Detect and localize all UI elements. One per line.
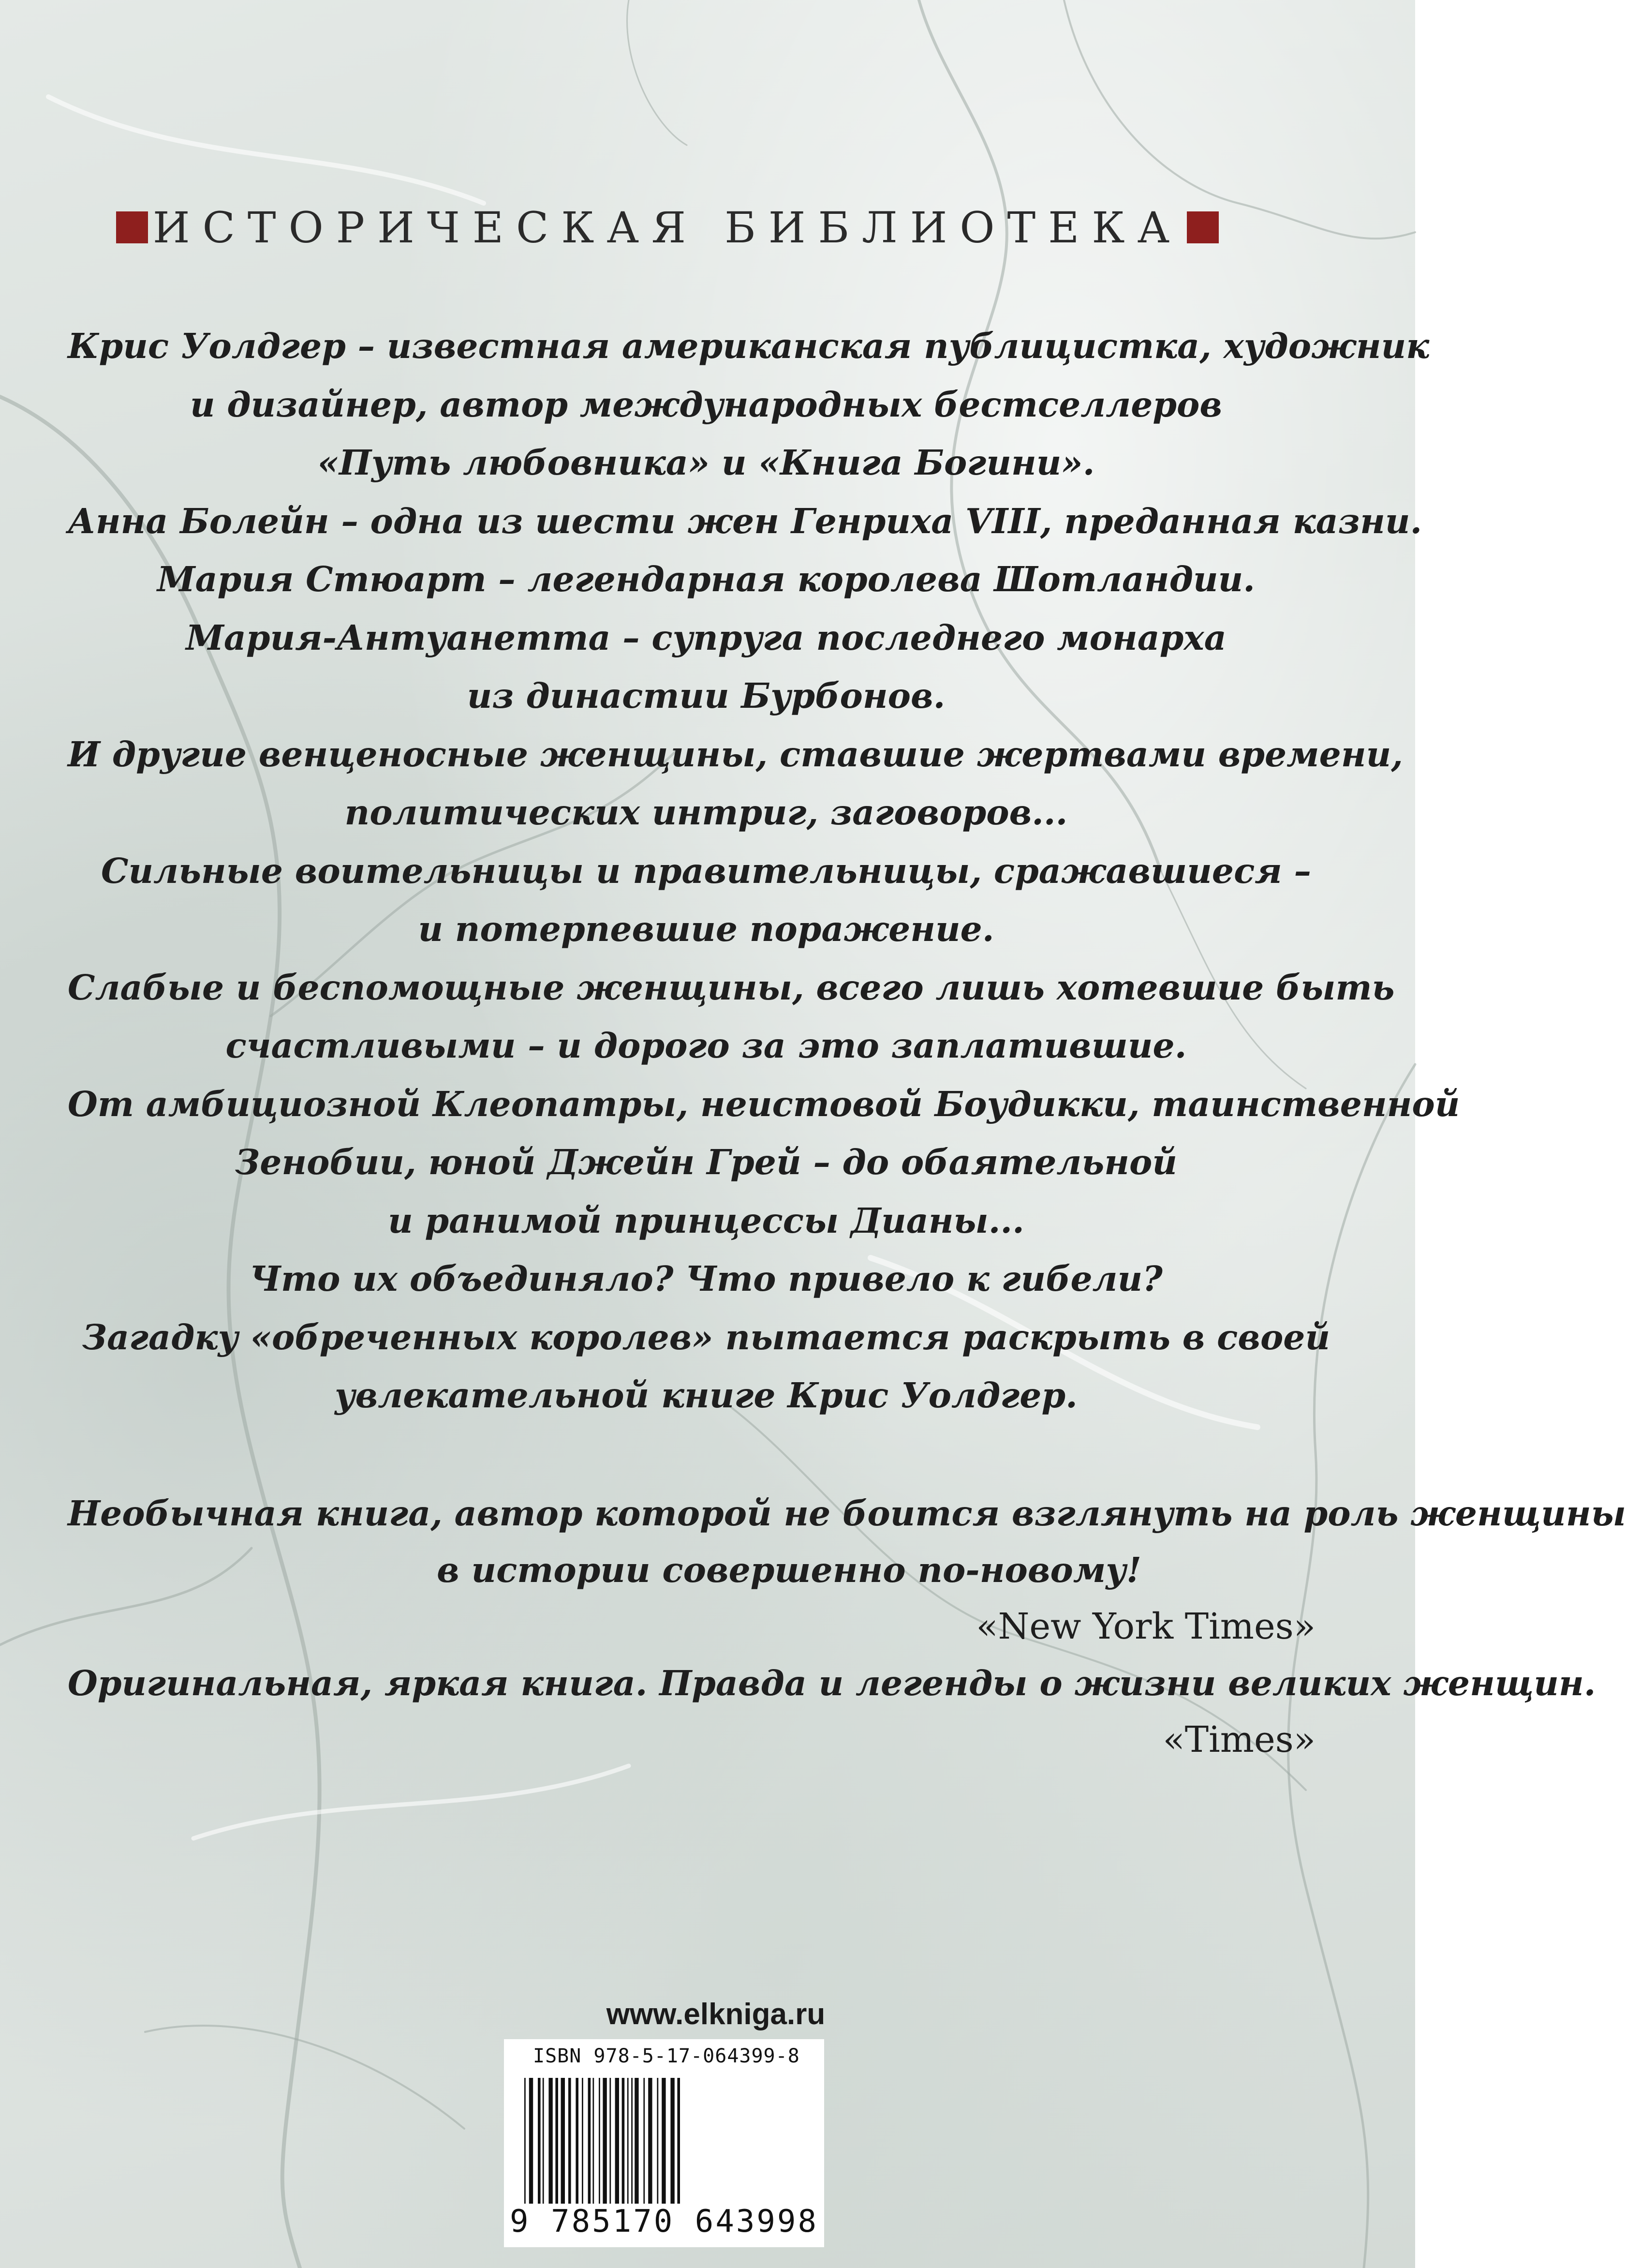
blurb-line: Загадку «обреченных королев» пытается раскрыть в своей bbox=[82, 1316, 1330, 1358]
blurb-line: Мария-Антуанетта – супруга последнего монарха bbox=[186, 617, 1227, 658]
barcode-block bbox=[504, 2039, 824, 2247]
barcode-bar bbox=[555, 2078, 558, 2204]
review-text: Необычная книга, автор которой не боится взглянуть на роль женщины bbox=[68, 1493, 1626, 1534]
blurb-line: и дизайнер, автор международных бестселлеров bbox=[190, 384, 1223, 425]
annotation-text bbox=[68, 317, 1460, 1425]
blurb-line: «Путь любовника» и «Книга Богини». bbox=[317, 442, 1095, 483]
blurb-line: От амбициозной Клеопатры, неистовой Боудикки, таинственной bbox=[68, 1083, 1460, 1124]
blurb-line: Анна Болейн – одна из шести жен Генриха VIII, преданная казни. bbox=[68, 500, 1422, 541]
barcode-bar bbox=[561, 2078, 565, 2204]
blurb-line: Мария Стюарт – легендарная королева Шотландии. bbox=[157, 559, 1256, 599]
blurb-line: Зенобии, юной Джейн Грей – до обаятельной bbox=[235, 1142, 1177, 1182]
blurb-line: политических интриг, заговоров... bbox=[344, 792, 1068, 833]
series-title: ИСТОРИЧЕСКАЯ БИБЛИОТЕКА bbox=[152, 202, 1183, 253]
blurb-line: счастливыми – и дорого за это заплатившие. bbox=[225, 1025, 1187, 1066]
review-source: «New York Times» bbox=[976, 1606, 1316, 1647]
blurb-line: И другие венценосные женщины, ставшие жертвами времени, bbox=[68, 733, 1403, 775]
blurb-line: Слабые и беспомощные женщины, всего лишь хотевшие быть bbox=[68, 967, 1395, 1008]
barcode-bar bbox=[648, 2078, 652, 2204]
barcode-bar bbox=[548, 2078, 552, 2204]
barcode-digits: 9 785170 643998 bbox=[510, 2204, 818, 2239]
review-text: в истории совершенно по-новому! bbox=[437, 1550, 1141, 1590]
barcode-bar bbox=[588, 2078, 591, 2204]
barcode-bar bbox=[599, 2078, 600, 2204]
blurb-line: увлекательной книге Крис Уолдгер. bbox=[335, 1375, 1078, 1416]
barcode-bar bbox=[609, 2078, 611, 2204]
series-marker-right bbox=[1187, 211, 1219, 243]
barcode-bar bbox=[677, 2078, 680, 2204]
publisher-url[interactable]: www.elkniga.ru bbox=[606, 1998, 826, 2031]
blurb-line: Сильные воительницы и правительницы, сражавшиеся – bbox=[101, 850, 1312, 891]
barcode-bar bbox=[603, 2078, 606, 2204]
press-reviews bbox=[68, 1485, 1626, 1768]
barcode-icon bbox=[522, 2078, 808, 2204]
barcode-bar bbox=[670, 2078, 674, 2204]
blurb-line: Что их объединяло? Что привело к гибели? bbox=[250, 1258, 1163, 1299]
isbn-number: ISBN 978-5-17-064399-8 bbox=[533, 2045, 800, 2067]
barcode-bar bbox=[643, 2078, 645, 2204]
review-text: Оригинальная, яркая книга. Правда и легенды о жизни великих женщин. bbox=[68, 1663, 1596, 1703]
barcode-bar bbox=[582, 2078, 583, 2204]
blurb-line: и ранимой принцессы Дианы... bbox=[388, 1200, 1024, 1241]
barcode-bar bbox=[622, 2078, 625, 2204]
series-header bbox=[116, 198, 1219, 256]
barcode-bar bbox=[615, 2078, 619, 2204]
review-source: «Times» bbox=[1163, 1719, 1316, 1761]
barcode-bar bbox=[662, 2078, 665, 2204]
barcode-bar bbox=[538, 2078, 541, 2204]
barcode-bar bbox=[568, 2078, 571, 2204]
barcode-bar bbox=[592, 2078, 594, 2204]
barcode-bar bbox=[524, 2078, 526, 2204]
barcode-bar bbox=[529, 2078, 533, 2204]
barcode-bar bbox=[657, 2078, 658, 2204]
series-marker-left bbox=[116, 211, 148, 243]
barcode-bar bbox=[631, 2078, 633, 2204]
barcode-bar bbox=[635, 2078, 638, 2204]
blurb-line: и потерпевшие поражение. bbox=[418, 909, 994, 949]
barcode-bar bbox=[543, 2078, 544, 2204]
blurb-line: из династии Бурбонов. bbox=[467, 675, 946, 716]
barcode-bar bbox=[627, 2078, 629, 2204]
blurb-line: Крис Уолдгер – известная американская публицистка, художник bbox=[68, 326, 1430, 366]
barcode-bar bbox=[576, 2078, 578, 2204]
